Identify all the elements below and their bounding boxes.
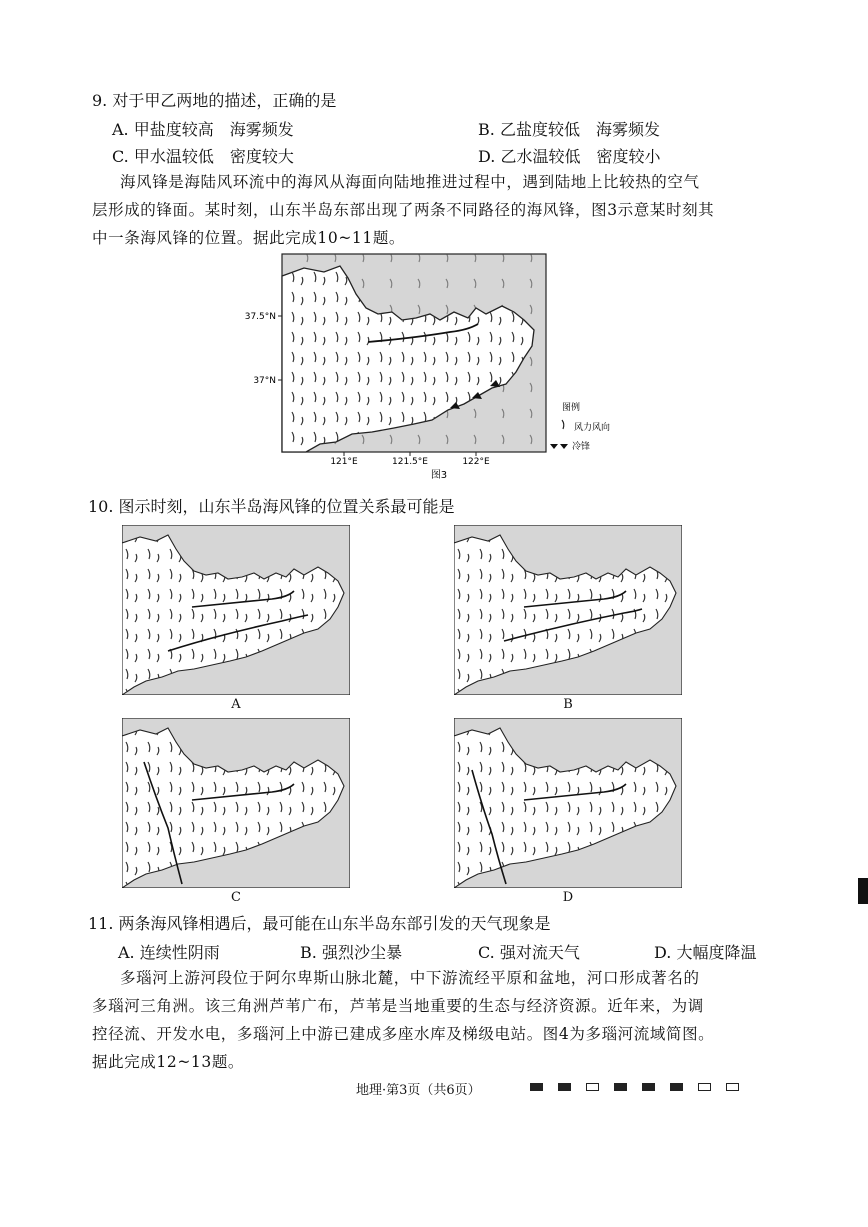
filled-mark <box>642 1083 655 1091</box>
passage-danube <box>92 964 792 1076</box>
q11-option-d <box>654 940 756 963</box>
passage-line: 多瑙河三角洲。该三角洲芦苇广布，芦苇是当地重要的生态与经济资源。近年来，为调 <box>92 997 704 1015</box>
q9-option-b <box>478 117 660 140</box>
q9-stem: 9. 对于甲乙两地的描述，正确的是 <box>92 91 337 110</box>
filled-mark <box>530 1083 543 1091</box>
map-label: A <box>231 697 241 712</box>
figure-3 <box>244 248 634 484</box>
lon-label: 121°E <box>330 457 358 467</box>
edge-registration-mark <box>858 878 868 904</box>
q10-map-d[interactable] <box>454 718 682 905</box>
map-a <box>122 525 350 695</box>
q11-option-c <box>478 940 580 963</box>
q11-stem: 11. 两条海风锋相遇后，最可能在山东半岛东部引发的天气现象是 <box>88 914 551 933</box>
lon-label: 121.5°E <box>392 457 428 467</box>
option-text: 强对流天气 <box>499 943 580 962</box>
empty-mark <box>698 1083 711 1091</box>
map-label: D <box>562 890 574 905</box>
map-d <box>454 718 682 888</box>
option-letter: B. <box>300 943 317 962</box>
option-letter: C. <box>478 943 495 962</box>
passage-sea-breeze-front <box>92 168 792 252</box>
map-label: C <box>231 890 241 905</box>
option-text: 乙水温较低 密度较小 <box>500 147 661 166</box>
option-text: 连续性阴雨 <box>139 943 220 962</box>
q10-map-b[interactable] <box>454 525 682 712</box>
page-footer: 地理·第3页（共6页） <box>356 1083 481 1098</box>
q11-option-a <box>118 940 220 963</box>
q9-option-a <box>112 117 294 140</box>
option-letter: B. <box>478 120 495 139</box>
option-text: 乙盐度较低 海雾频发 <box>499 120 660 139</box>
figure-3-map <box>244 248 634 484</box>
lon-label: 122°E <box>462 457 490 467</box>
empty-mark <box>726 1083 739 1091</box>
map-label: B <box>563 697 573 712</box>
passage-line: 海风锋是海陆风环流中的海风从海面向陆地推进过程中，遇到陆地上比较热的空气 <box>120 173 700 191</box>
q9-option-c <box>112 144 294 167</box>
q10-map-a[interactable] <box>122 525 350 712</box>
filled-mark <box>614 1083 627 1091</box>
filled-mark <box>558 1083 571 1091</box>
q10-map-c[interactable] <box>122 718 350 905</box>
option-letter: D. <box>478 147 496 166</box>
option-letter: C. <box>112 147 129 166</box>
option-text: 甲盐度较高 海雾频发 <box>133 120 294 139</box>
option-letter: A. <box>118 943 135 962</box>
passage-line: 中一条海风锋的位置。据此完成10~11题。 <box>92 229 406 247</box>
wind-legend-icon <box>562 420 564 429</box>
cold-front-legend-icon <box>550 444 568 449</box>
answer-marks <box>530 1083 760 1095</box>
q9-option-d <box>478 144 660 167</box>
option-letter: A. <box>112 120 129 139</box>
option-text: 强烈沙尘暴 <box>321 943 402 962</box>
q10-stem: 10. 图示时刻，山东半岛海风锋的位置关系最可能是 <box>88 497 455 516</box>
option-letter: D. <box>654 943 672 962</box>
lat-label: 37.5°N <box>244 312 276 322</box>
map-c <box>122 718 350 888</box>
legend-wind: 风力风向 <box>574 423 611 433</box>
empty-mark <box>586 1083 599 1091</box>
q11-option-b <box>300 940 402 963</box>
figure-caption: 图3 <box>430 470 448 481</box>
legend-front: 冷锋 <box>572 442 591 452</box>
legend-title: 图例 <box>562 403 581 413</box>
option-text: 甲水温较低 密度较大 <box>133 147 294 166</box>
lat-label: 37°N <box>253 376 276 386</box>
option-text: 大幅度降温 <box>676 943 757 962</box>
passage-line: 多瑙河上游河段位于阿尔卑斯山脉北麓，中下游流经平原和盆地，河口形成著名的 <box>120 969 700 987</box>
passage-line: 控径流、开发水电，多瑙河上中游已建成多座水库及梯级电站。图4为多瑙河流域简图。 <box>92 1025 715 1043</box>
filled-mark <box>670 1083 683 1091</box>
passage-line: 层形成的锋面。某时刻，山东半岛东部出现了两条不同路径的海风锋，图3示意某时刻其 <box>92 201 715 219</box>
passage-line: 据此完成12~13题。 <box>92 1053 245 1071</box>
map-b <box>454 525 682 695</box>
